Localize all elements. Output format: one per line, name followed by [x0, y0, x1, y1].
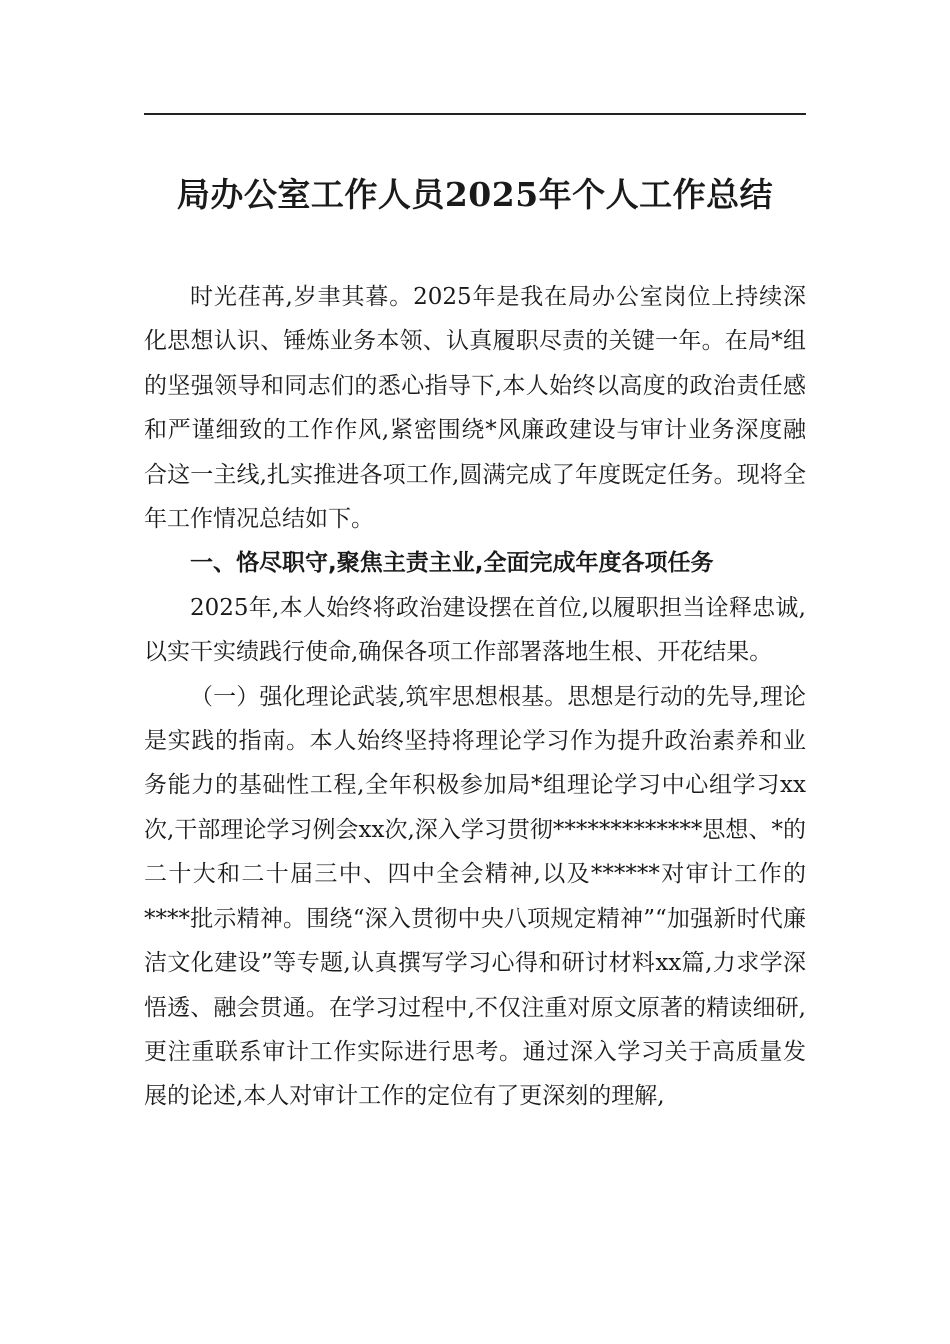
- document-title: 局办公室工作人员2025年个人工作总结: [176, 175, 774, 214]
- section-heading-1: 一、恪尽职守,聚焦主责主业,全面完成年度各项任务: [190, 550, 714, 577]
- header-rule: [144, 113, 806, 115]
- document-body: [144, 275, 806, 1119]
- section-1-paragraph: 2025年,本人始终将政治建设摆在首位,以履职担当诠释忠诚,以实干实绩践行使命,确保各项工作部署落地生根、开花结果。: [144, 594, 806, 666]
- subsection-1-paragraph: （一）强化理论武装,筑牢思想根基。思想是行动的先导,理论是实践的指南。本人始终坚持将理论学习作为提升政治素养和业务能力的基础性工程,全年积极参加局*组理论学习中心组学习xx次,干部理论学习例会xx次,深入学习贯彻*************思想、*的二十大和二十届三中、四中全会精神,以及******对审计工作的****批示精神。围绕“深入贯彻中央八项规定精神”“加强新时代廉洁文化建设”等专题,认真撰写学习心得和研讨材料xx篇,力求学深悟透、融会贯通。在学习过程中,不仅注重对原文原著的精读细研,更注重联系审计工作实际进行思考。通过深入学习关于高质量发展的论述,本人对审计工作的定位有了更深刻的理解,: [144, 683, 806, 1110]
- intro-paragraph: 时光荏苒,岁聿其暮。2025年是我在局办公室岗位上持续深化思想认识、锤炼业务本领、认真履职尽责的关键一年。在局*组的坚强领导和同志们的悉心指导下,本人始终以高度的政治责任感和严谨细致的工作作风,紧密围绕*风廉政建设与审计业务深度融合这一主线,扎实推进各项工作,圆满完成了年度既定任务。现将全年工作情况总结如下。: [144, 284, 806, 533]
